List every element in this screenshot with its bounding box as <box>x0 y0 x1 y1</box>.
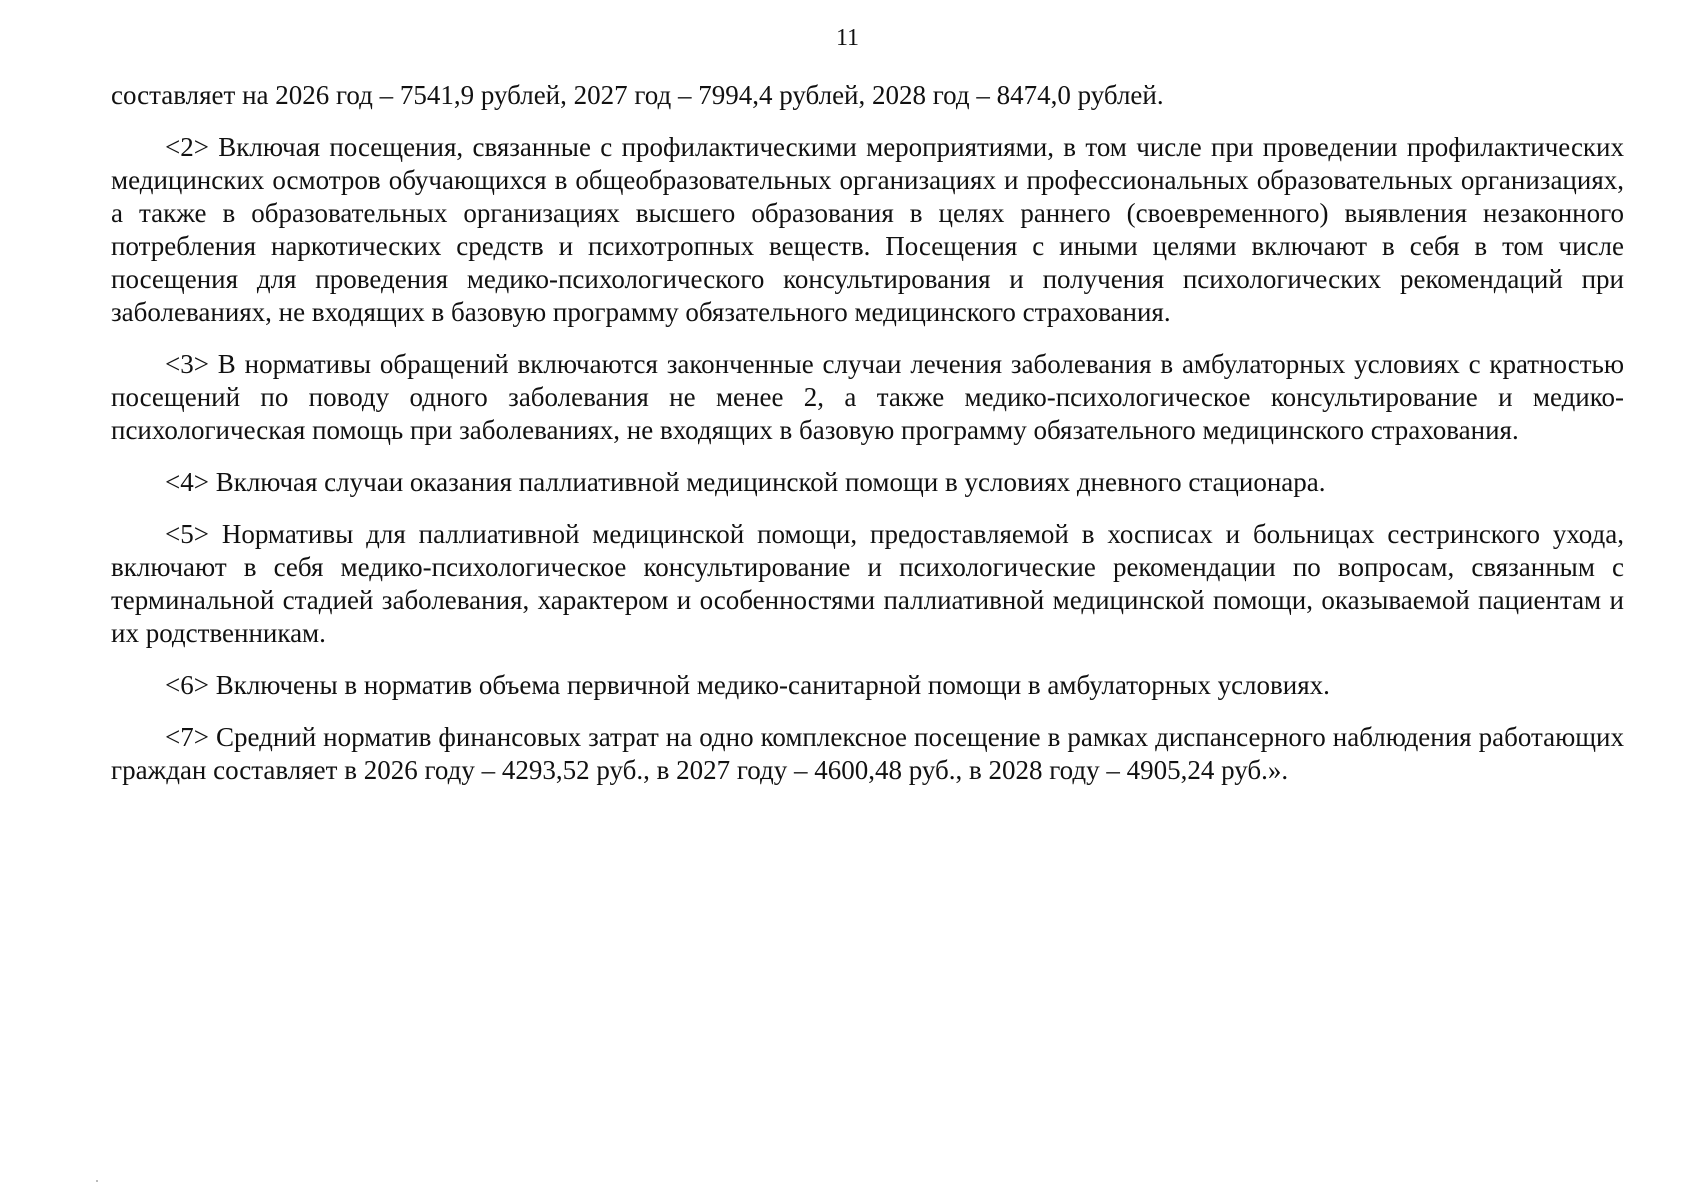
page-number: 11 <box>835 25 860 51</box>
footnote-6: <6> Включены в норматив объема первичной медико-санитарной помощи в амбулаторных условиях. <box>165 670 1330 700</box>
document-body <box>111 79 1624 806</box>
scan-speck <box>96 1180 98 1182</box>
footnote-7: <7> Средний норматив финансовых затрат на одно комплексное посещение в рамках диспансерного наблюдения работающих граждан составляет в 2026 году – 4293,52 руб., в 2027 году – 4600,48 руб., в 2028 году – 4905,24 руб.». <box>111 722 1624 785</box>
footnote-5: <5> Нормативы для паллиативной медицинской помощи, предоставляемой в хосписах и больницах сестринского ухода, включают в себя медико-психологическое консультирование и психологические рекомендации по вопросам, связанным с терминальной стадией заболевания, характером и особенностями паллиативной медицинской помощи, оказываемой пациентам и их родственникам. <box>111 519 1624 648</box>
paragraph-continuation: составляет на 2026 год – 7541,9 рублей, 2027 год – 7994,4 рублей, 2028 год – 8474,0 рублей. <box>111 80 1164 110</box>
footnote-2: <2> Включая посещения, связанные с профилактическими мероприятиями, в том числе при проведении профилактических медицинских осмотров обучающихся в общеобразовательных организациях и профессиональных образовательных организациях, а также в образовательных организациях высшего образования в целях раннего (своевременного) выявления незаконного потребления наркотических средств и психотропных веществ. Посещения с иными целями включают в себя в том числе посещения для проведения медико-психологического консультирования и получения психологических рекомендаций при заболеваниях, не входящих в базовую программу обязательного медицинского страхования. <box>111 132 1624 327</box>
footnote-4: <4> Включая случаи оказания паллиативной медицинской помощи в условиях дневного стационара. <box>165 467 1326 497</box>
footnote-3: <3> В нормативы обращений включаются законченные случаи лечения заболевания в амбулаторных условиях с кратностью посещений по поводу одного заболевания не менее 2, а также медико-психологическое консультирование и медико-психологическая помощь при заболеваниях, не входящих в базовую программу обязательного медицинского страхования. <box>111 349 1624 445</box>
